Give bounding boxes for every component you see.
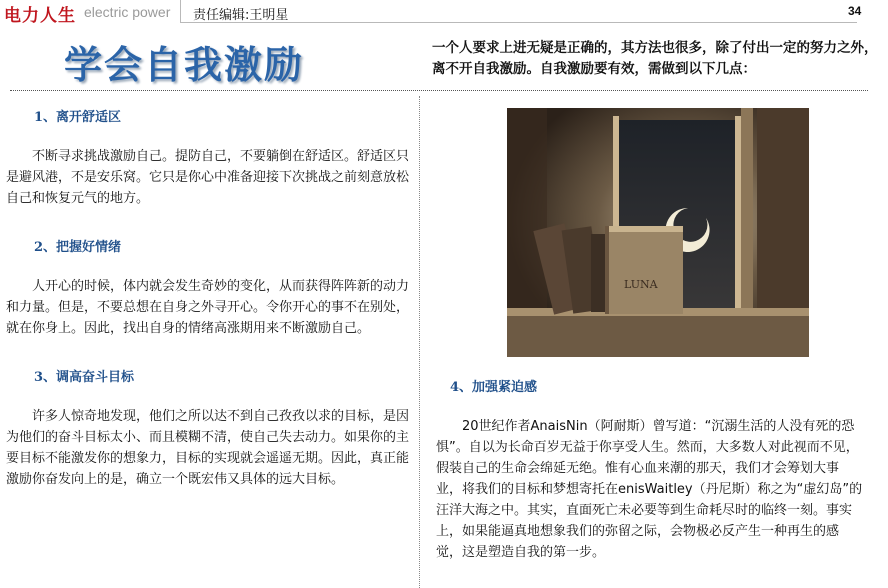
section-heading: 4、加强紧迫感 (450, 380, 538, 395)
section-body: 不断寻求挑战激励自己。提防自己，不要躺倒在舒适区。舒适区只是避风港，不是安乐窝。它只是你心中准备迎接下次挑战之前刻意放松自己和恢复元气的地方。 (6, 149, 410, 206)
section-body: 许多人惊奇地发现，他们之所以达不到自己孜孜以求的目标，是因为他们的奋斗目标太小、而且模糊不清，使自己失去动力。如果你的主要目标不能激发你的想象力，目标的实现就会遥遥无期。因此，真正能激励你奋发向上的是，确立一个既宏伟又具体的远大目标。 (6, 409, 410, 487)
brand-subtitle: electric power (84, 4, 171, 20)
section-heading: 2、把握好情绪 (34, 240, 122, 255)
book-label: LUNA (624, 278, 658, 291)
section-body: 人开心的时候，体内就会发生奇妙的变化，从而获得阵阵新的动力和力量。但是，不要总想在自身之外寻开心。令你开心的事不在别处，就在你身上。因此，找出自身的情绪高涨期用来不断激励自己。 (6, 279, 410, 336)
editor-credit: 责任编辑:王明星 (193, 8, 289, 23)
article-intro: 一个人要求上进无疑是正确的，其方法也很多，除了付出一定的努力之外，离不开自我激励。自我激励要有效，需做到以下几点： (432, 40, 878, 77)
section-heading: 3、调高奋斗目标 (34, 370, 135, 385)
article-title: 学会自我激励 (64, 42, 305, 87)
left-column (6, 106, 412, 490)
right-column (436, 376, 864, 563)
section-heading: 1、离开舒适区 (34, 110, 122, 125)
page-number: 34 (848, 4, 862, 18)
header-divider (10, 90, 868, 91)
page-header (0, 0, 888, 26)
brand-logo: 电力人生 (4, 6, 76, 26)
column-divider (419, 96, 420, 588)
section-body: 20世纪作者AnaisNin（阿耐斯）曾写道：“沉溺生活的人没有死的恐惧”。自以为长命百岁无益于你享受人生。然而，大多数人对此视而不见，假装自己的生命会绵延无绝。惟有心血来潮的那天，我们才会筹划大事业，将我们的目标和梦想寄托在enisWaitley（丹尼斯）称之为“虚幻岛”的汪洋大海之中。其实，直面死亡未必要等到生命耗尽时的临终一刻。事实上，如果能逼真地想象我们的弥留之际，会物极必反产生一种再生的感觉，这是塑造自我的第一步。 (436, 419, 863, 560)
illustration-moon-book (507, 108, 809, 357)
